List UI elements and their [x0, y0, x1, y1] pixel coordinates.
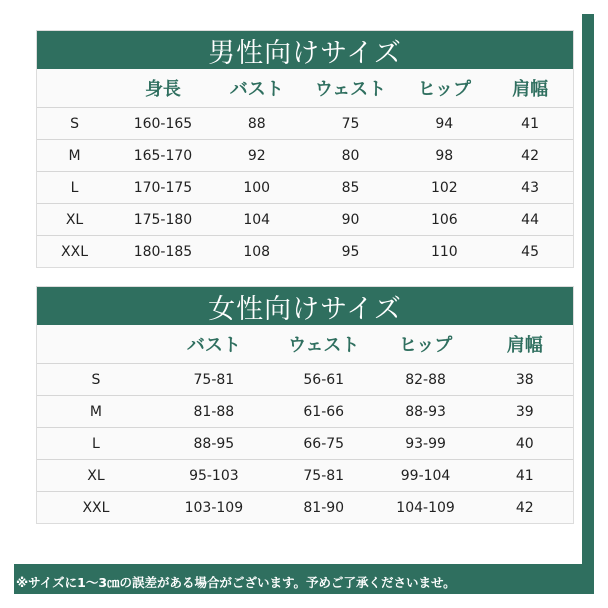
table-cell: S [37, 364, 155, 396]
men-header-cell: ヒップ [401, 69, 487, 108]
women-header-row [37, 325, 573, 364]
table-cell: 175-180 [112, 204, 214, 236]
table-cell: 170-175 [112, 172, 214, 204]
table-cell: 165-170 [112, 140, 214, 172]
table-cell: XXL [82, 499, 110, 516]
women-size-title: 女性向けサイズ [37, 287, 573, 325]
table-cell: 45 [521, 243, 539, 260]
table-row [37, 172, 573, 204]
men-header-cell: 肩幅 [487, 69, 573, 108]
table-cell: 99-104 [375, 460, 477, 492]
women-header-cell [37, 325, 155, 364]
table-cell: 95-103 [155, 460, 273, 492]
table-cell: 75 [300, 108, 402, 140]
table-cell: XL [37, 460, 155, 492]
men-header-cell: バスト [214, 69, 300, 108]
table-row [37, 236, 573, 268]
table-cell: 104-109 [396, 499, 455, 516]
table-cell: 43 [487, 172, 573, 204]
table-cell: 75-81 [273, 460, 375, 492]
table-row [37, 140, 573, 172]
table-row [37, 108, 573, 140]
table-cell: S [37, 108, 112, 140]
table-cell: L [37, 172, 112, 204]
men-header-cell: ウェスト [300, 69, 402, 108]
men-header-cell: 身長 [112, 69, 214, 108]
table-cell: 180-185 [133, 243, 193, 260]
table-cell: 81-90 [303, 499, 345, 516]
men-size-table [37, 69, 573, 267]
table-row [37, 492, 573, 524]
table-row [37, 204, 573, 236]
table-cell: XXL [61, 243, 88, 260]
women-header-cell: バスト [155, 325, 273, 364]
table-cell: 102 [401, 172, 487, 204]
table-cell: 75-81 [155, 364, 273, 396]
table-cell: M [37, 396, 155, 428]
table-cell: 92 [214, 140, 300, 172]
table-cell: 42 [515, 499, 534, 516]
women-header-cell: ヒップ [375, 325, 477, 364]
table-cell: 41 [476, 460, 573, 492]
size-chart-frame [14, 14, 594, 594]
table-row [37, 428, 573, 460]
table-cell: 66-75 [273, 428, 375, 460]
table-cell: 61-66 [273, 396, 375, 428]
women-header-cell: ウェスト [273, 325, 375, 364]
men-size-table-block [36, 30, 574, 268]
men-header-cell [37, 69, 112, 108]
table-cell: 108 [243, 243, 271, 260]
table-cell: 94 [401, 108, 487, 140]
table-row [37, 460, 573, 492]
table-cell: 41 [487, 108, 573, 140]
table-cell: 103-109 [184, 499, 244, 516]
table-cell: 88-93 [375, 396, 477, 428]
table-row [37, 396, 573, 428]
table-cell: 39 [476, 396, 573, 428]
men-header-row [37, 69, 573, 108]
table-cell: 88-95 [155, 428, 273, 460]
table-cell: 93-99 [375, 428, 477, 460]
table-cell: 88 [214, 108, 300, 140]
table-cell: M [37, 140, 112, 172]
table-cell: 110 [430, 243, 458, 260]
table-cell: 44 [487, 204, 573, 236]
size-disclaimer-note: ※サイズに1～3㎝の誤差がある場合がございます。予めご了承くださいませ。 [16, 575, 456, 590]
size-chart-panel [14, 14, 582, 564]
table-cell: 56-61 [273, 364, 375, 396]
table-cell: 100 [214, 172, 300, 204]
table-cell: 81-88 [155, 396, 273, 428]
table-cell: 42 [487, 140, 573, 172]
table-cell: XL [37, 204, 112, 236]
table-cell: 160-165 [112, 108, 214, 140]
table-cell: 90 [300, 204, 402, 236]
table-cell: 80 [300, 140, 402, 172]
table-cell: 85 [300, 172, 402, 204]
table-cell: 106 [401, 204, 487, 236]
table-row [37, 364, 573, 396]
table-cell: 40 [476, 428, 573, 460]
women-size-table-block [36, 286, 574, 524]
table-cell: 95 [341, 243, 360, 260]
table-cell: 98 [401, 140, 487, 172]
women-size-table [37, 325, 573, 523]
table-cell: L [37, 428, 155, 460]
table-cell: 82-88 [375, 364, 477, 396]
table-cell: 104 [214, 204, 300, 236]
women-header-cell: 肩幅 [476, 325, 573, 364]
table-cell: 38 [476, 364, 573, 396]
men-size-title: 男性向けサイズ [37, 31, 573, 69]
